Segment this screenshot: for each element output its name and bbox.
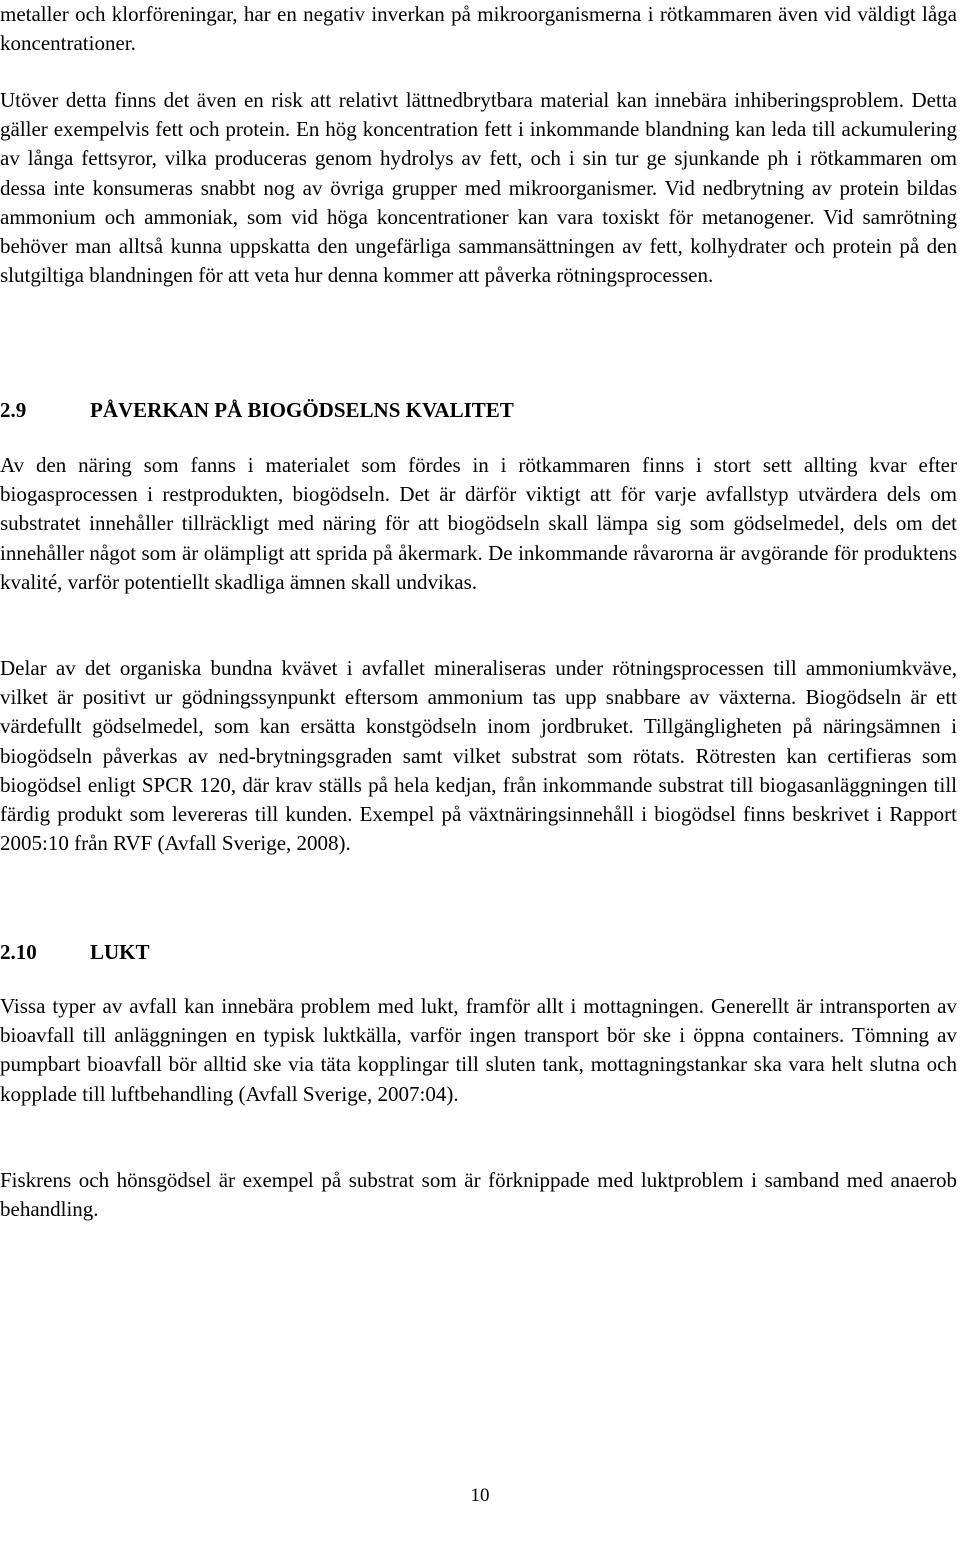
section-number: 2.10 [0, 940, 37, 964]
paragraph-inhibition-problems: Utöver detta finns det även en risk att relativt lättnedbrytbara material kan innebära inhiberingsproblem. Detta gäller exempelvis fett och protein. En hög koncentration fett i inkommande blandning kan leda till ackumulering av långa fettsyror, vilka produceras genom hydrolys av fett, och i sin tur ge sjunkande ph i rötkammaren om dessa inte konsumeras snabbt nog av övriga grupper med mikroorganismer. Vid nedbrytning av protein bildas ammonium och ammoniak, som vid höga koncentrationer kan vara toxiskt för metanogener. Vid samrötning behöver man alltså kunna uppskatta den ungefärliga sammansättningen av fett, kolhydrater och protein på den slutgiltiga blandningen för att veta hur denna kommer att påverka rötningsprocessen. [0, 88, 957, 288]
paragraph-odour-substrates: Fiskrens och hönsgödsel är exempel på substrat som är förknippade med luktproblem i samband med anaerob behandling. [0, 1168, 957, 1222]
paragraph-nutrient-content: Av den näring som fanns i materialet som fördes in i rötkammaren finns i stort sett allting kvar efter biogasprocessen i restprodukten, biogödseln. Det är därför viktigt att för varje avfallstyp utvärdera dels om substratet innehåller tillräckligt med näring för att biogödseln skall lämpa sig som gödselmedel, dels om det innehåller något som är olämpligt att sprida på åkermark. De inkommande råvarorna är avgörande för produktens kvalité, varför potentiellt skadliga ämnen skall undvikas. [0, 453, 957, 594]
paragraph-nitrogen-mineralisation: Delar av det organiska bundna kvävet i avfallet mineraliseras under rötningsprocessen till ammoniumkväve, vilket är positivt ur gödningssynpunkt eftersom ammonium tas upp snabbare av växterna. Biogödseln är ett värdefullt gödselmedel, som kan ersätta konstgödseln inom jordbruket. Tillgängligheten på näringsämnen i biogödseln påverkas av ned-brytningsgraden samt vilket substrat som rötats. Rötresten kan certifieras som biogödsel enligt SPCR 120, där krav ställs på hela kedjan, från inkommande substrat till biogasanläggningen till färdig produkt som levereras till kunden. Exempel på växtnäringsinnehåll i biogödsel finns beskrivet i Rapport 2005:10 från RVF (Avfall Sverige, 2008). [0, 656, 957, 856]
section-heading-2-9 [0, 396, 514, 425]
section-title: LUKT [90, 940, 150, 964]
paragraph-heavy-metals-continuation: metaller och klorföreningar, har en negativ inverkan på mikroorganismerna i rötkammaren även vid väldigt låga koncentrationer. [0, 2, 957, 56]
page-number: 10 [470, 1485, 490, 1506]
section-title: PÅVERKAN PÅ BIOGÖDSELNS KVALITET [90, 398, 514, 422]
paragraph-odour-problems: Vissa typer av avfall kan innebära problem med lukt, framför allt i mottagningen. Generellt är intransporten av bioavfall till anläggningen en typisk luktkälla, varför ingen transport bör ske i öppna containers. Tömning av pumpbart bioavfall bör alltid ske via täta kopplingar till sluten tank, mottagningstankar ska vara helt slutna och kopplade till luftbehandling (Avfall Sverige, 2007:04). [0, 994, 957, 1106]
section-heading-2-10 [0, 938, 150, 967]
section-number: 2.9 [0, 398, 27, 422]
